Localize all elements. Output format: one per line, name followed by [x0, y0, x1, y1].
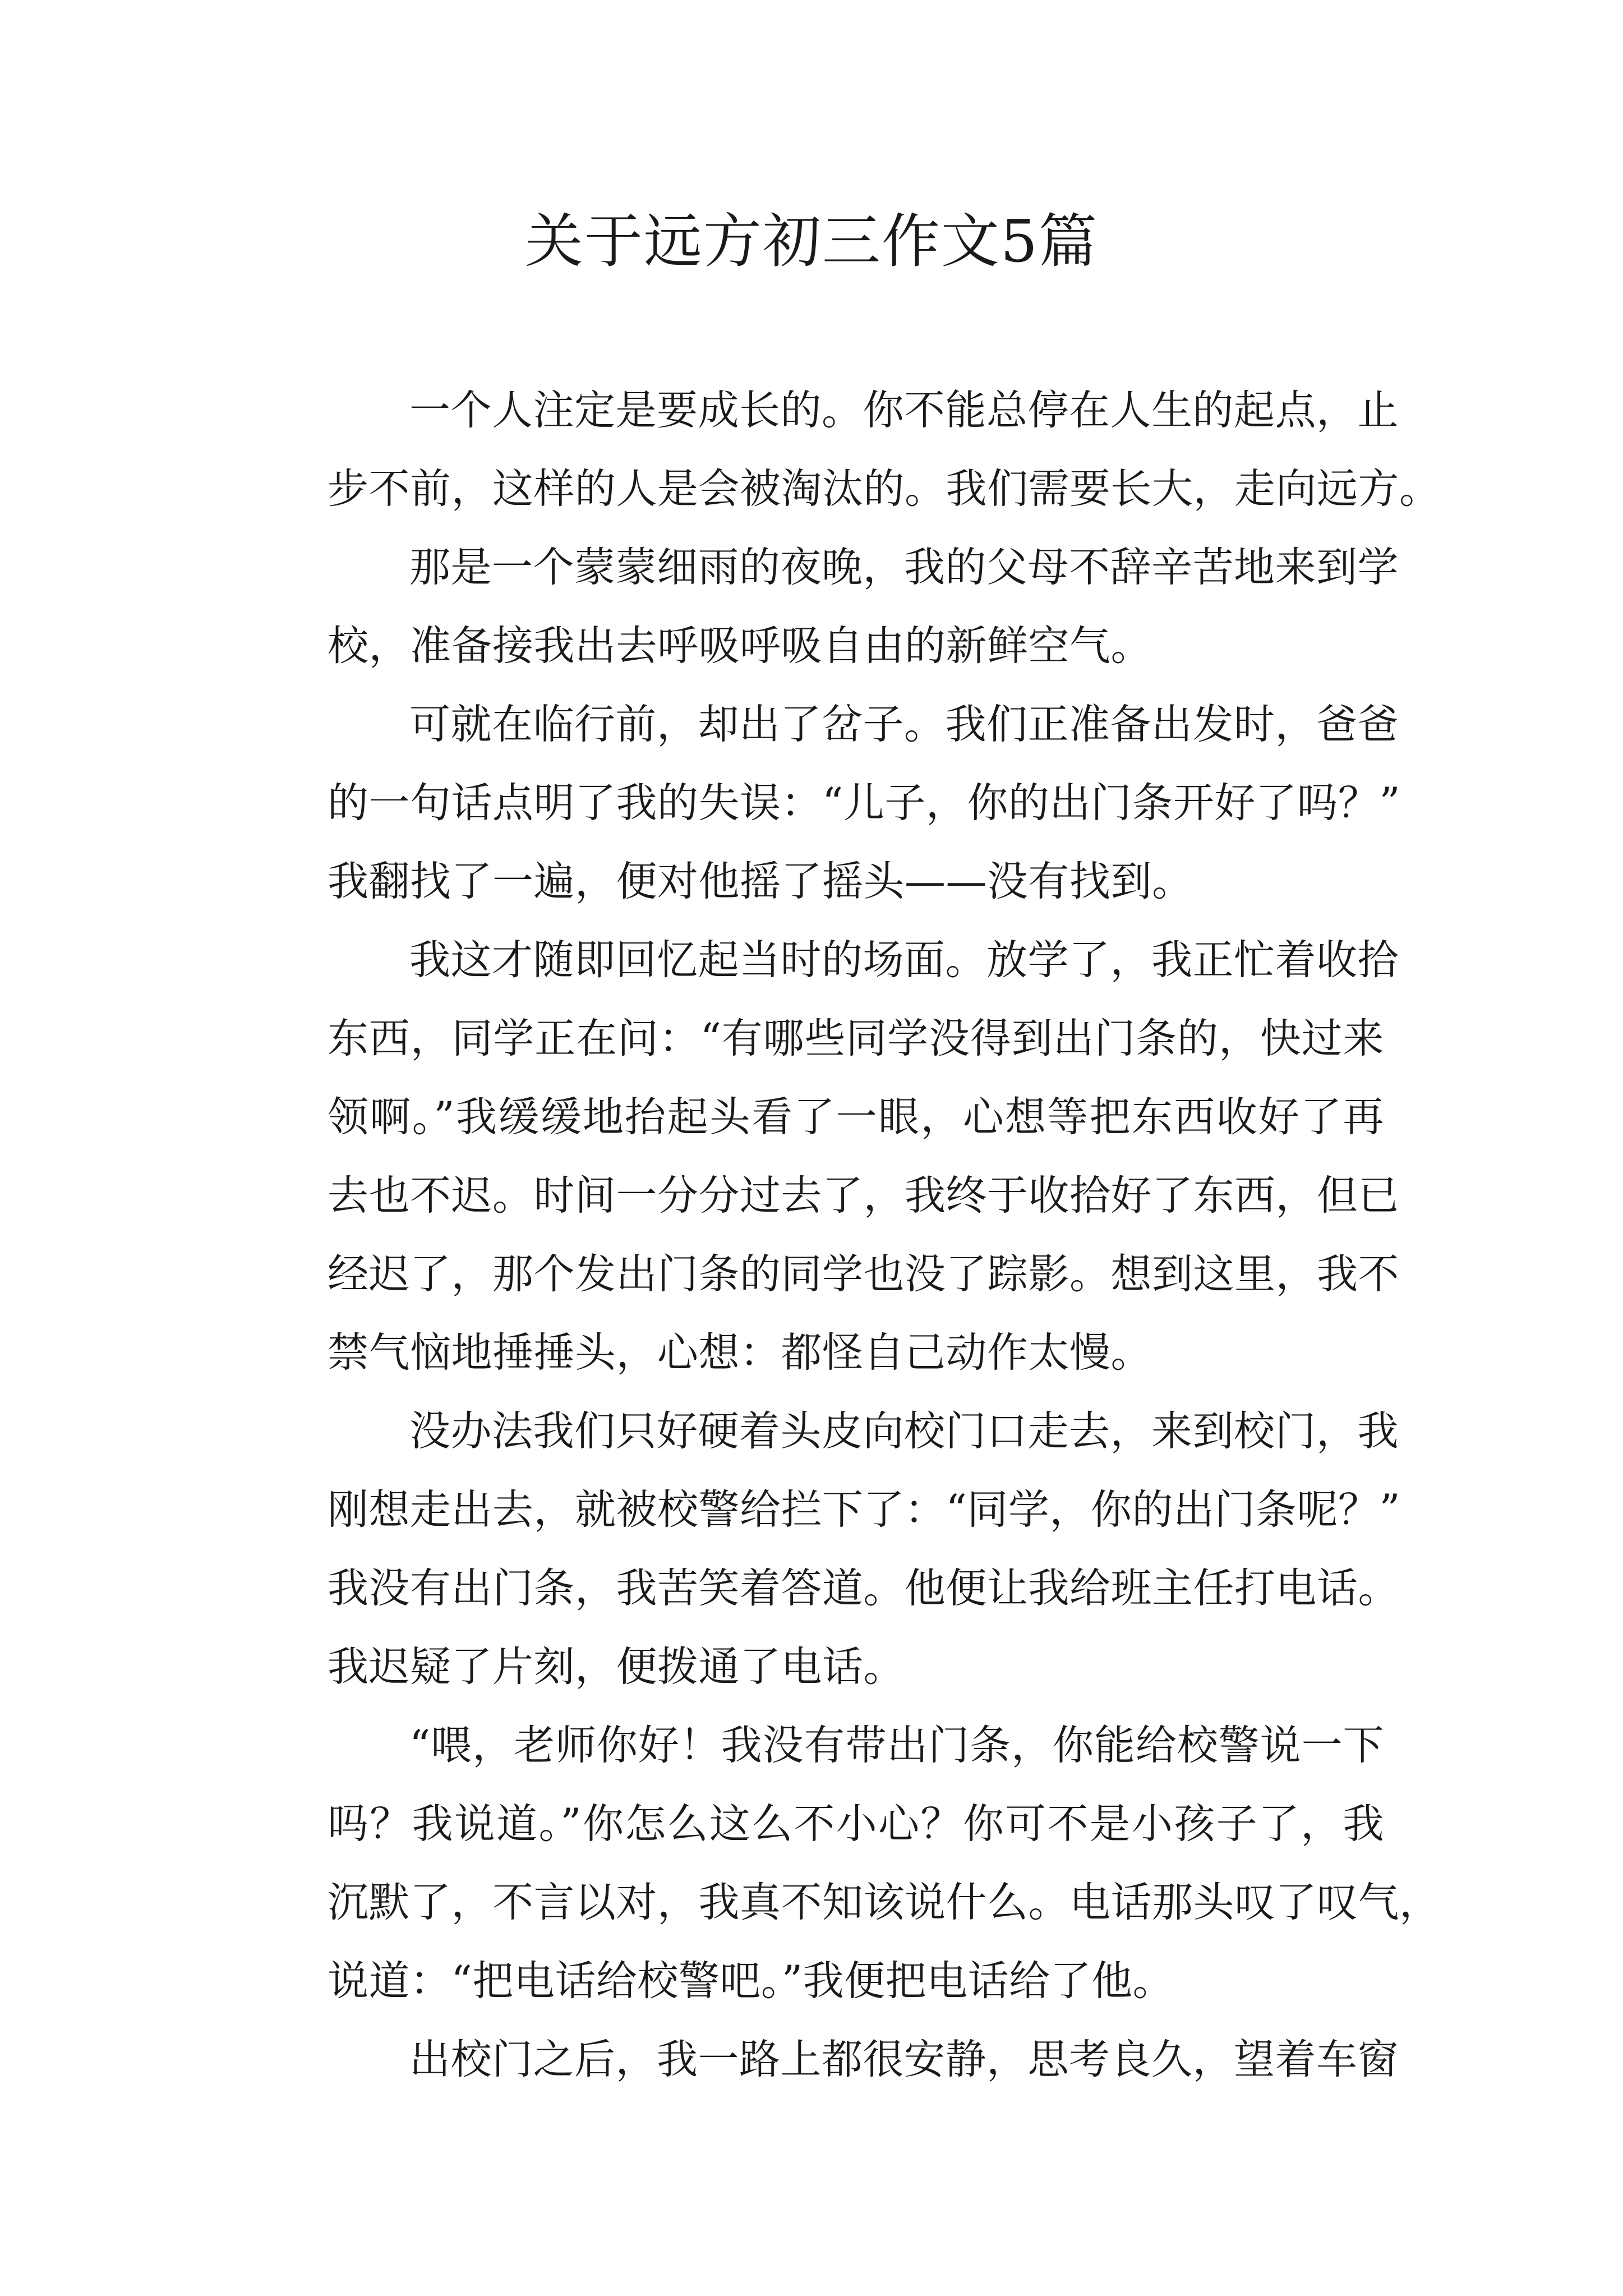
document-title: 关于远方初三作文5篇 [524, 207, 1099, 275]
paragraph-6 [246, 1706, 1441, 2021]
text-line: 领啊。”我缓缓地抬起头看了一眼，心想等把东西收好了再 [328, 1093, 1384, 1141]
paragraph-3 [246, 685, 1401, 921]
paragraph-4 [246, 921, 1399, 1392]
text-line: 刚想走出去，就被校警给拦下了：“同学，你的出门条呢？” [328, 1486, 1401, 1534]
text-line: 沉默了，不言以对，我真不知该说什么。电话那头叹了叹气， [328, 1879, 1441, 1926]
document-body [246, 371, 1441, 2099]
text-line: “喂，老师你好！我没有带出门条，你能给校警说一下 [409, 1722, 1384, 1769]
paragraph-7 [246, 2021, 1399, 2099]
paragraph-5 [246, 1392, 1401, 1706]
text-line: 吗？我说道。”你怎么这么不小心？你可不是小孩子了，我 [328, 1800, 1384, 1848]
text-line: 我翻找了一遍，便对他摇了摇头——没有找到。 [328, 858, 1193, 905]
text-line: 说道：“把电话给校警吧。”我便把电话给了他。 [328, 1957, 1174, 2005]
text-line: 没办法我们只好硬着头皮向校门口走去，来到校门，我 [409, 1407, 1399, 1455]
text-line: 我迟疑了片刻，便拨通了电话。 [328, 1643, 905, 1691]
text-line: 经迟了，那个发出门条的同学也没了踪影。想到这里，我不 [328, 1250, 1399, 1298]
text-line: 的一句话点明了我的失误：“儿子，你的出门条开好了吗？” [328, 779, 1401, 827]
text-line: 那是一个蒙蒙细雨的夜晚，我的父母不辞辛苦地来到学 [409, 544, 1399, 591]
text-line: 我这才随即回忆起当时的场面。放学了，我正忙着收拾 [409, 936, 1399, 984]
text-line: 一个人注定是要成长的。你不能总停在人生的起点，止 [409, 386, 1399, 434]
paragraph-2 [246, 528, 1399, 685]
text-line: 禁气恼地捶捶头，心想：都怪自己动作太慢。 [328, 1329, 1152, 1377]
text-line: 可就在临行前，却出了岔子。我们正准备出发时，爸爸 [409, 701, 1399, 748]
paragraph-1 [246, 371, 1441, 528]
text-line: 东西，同学正在问：“有哪些同学没得到出门条的，快过来 [328, 1015, 1384, 1062]
text-line: 校，准备接我出去呼吸呼吸自由的新鲜空气。 [328, 622, 1152, 670]
text-line: 步不前，这样的人是会被淘汰的。我们需要长大，走向远方。 [328, 465, 1441, 513]
text-line: 出校门之后，我一路上都很安静，思考良久，望着车窗 [409, 2036, 1399, 2083]
text-line: 我没有出门条，我苦笑着答道。他便让我给班主任打电话。 [328, 1565, 1399, 1612]
text-line: 去也不迟。时间一分分过去了，我终于收拾好了东西，但已 [328, 1172, 1399, 1220]
